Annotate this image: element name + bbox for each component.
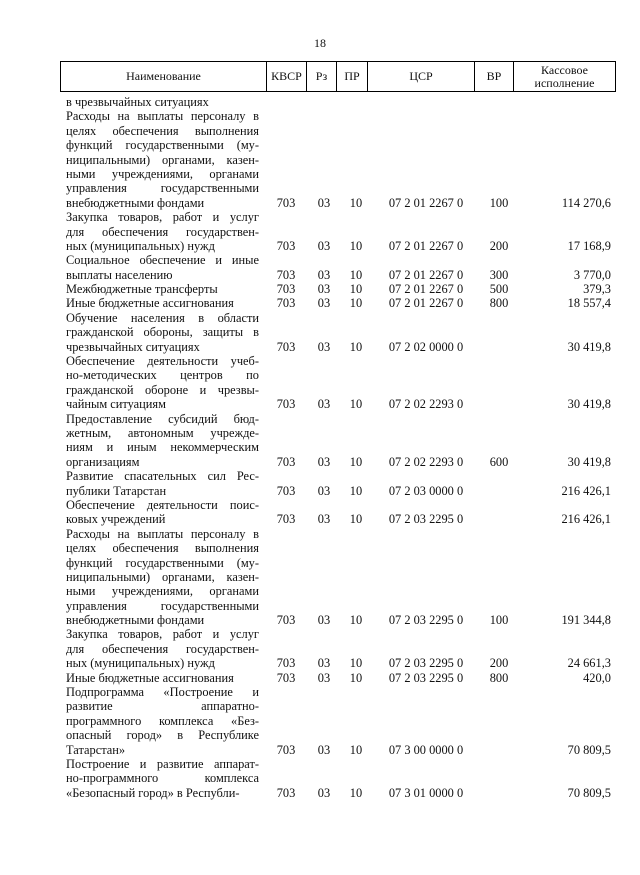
row-vr: 200 bbox=[489, 656, 509, 671]
row-name-line: публики Татарстан bbox=[66, 483, 167, 498]
table-row bbox=[0, 469, 640, 498]
row-name-line: выплаты населению bbox=[66, 267, 173, 282]
row-kvsr: 703 bbox=[276, 195, 296, 210]
row-csr: 07 2 03 0000 0 bbox=[388, 483, 464, 498]
row-name bbox=[66, 527, 259, 628]
row-kvsr: 703 bbox=[276, 238, 296, 253]
row-name-line: внебюджетными фондами bbox=[66, 195, 205, 210]
row-name-line: гражданской обороны, защиты в bbox=[66, 325, 259, 340]
row-name-line: Татарстан» bbox=[66, 742, 126, 757]
row-kvsr: 703 bbox=[276, 397, 296, 412]
row-rz: 03 bbox=[317, 670, 331, 685]
table-row bbox=[0, 210, 640, 253]
row-cash-execution: 70 809,5 bbox=[567, 785, 611, 800]
row-cash-execution: 17 168,9 bbox=[567, 238, 611, 253]
row-name bbox=[66, 627, 259, 670]
table-row bbox=[0, 109, 640, 210]
row-name-line: Обеспечение деятельности поис- bbox=[66, 497, 259, 512]
row-kvsr: 703 bbox=[276, 454, 296, 469]
row-cash-execution: 420,0 bbox=[583, 670, 611, 685]
row-kvsr: 703 bbox=[276, 483, 296, 498]
row-rz: 03 bbox=[317, 656, 331, 671]
table-row bbox=[0, 527, 640, 628]
row-name bbox=[66, 757, 259, 800]
row-name bbox=[66, 95, 259, 109]
table-header bbox=[60, 61, 616, 92]
header-kvsr: КВСР bbox=[266, 62, 306, 91]
row-pr: 10 bbox=[349, 454, 363, 469]
row-name-line: чрезвычайных ситуациях bbox=[66, 339, 200, 354]
row-pr: 10 bbox=[349, 742, 363, 757]
row-cash-execution: 114 270,6 bbox=[561, 195, 611, 210]
row-csr: 07 2 03 2295 0 bbox=[388, 656, 464, 671]
row-cash-execution: 70 809,5 bbox=[567, 742, 611, 757]
row-name-line: организациям bbox=[66, 454, 140, 469]
row-name-line: «Безопасный город» в Республи- bbox=[66, 785, 240, 800]
row-name-line: ниципальными) органами, казен- bbox=[66, 569, 259, 584]
row-kvsr: 703 bbox=[276, 282, 296, 297]
row-name-line: для обеспечения государствен- bbox=[66, 641, 259, 656]
row-name-line: Закупка товаров, работ и услуг bbox=[66, 627, 259, 642]
row-name-line: Социальное обеспечение и иные bbox=[66, 253, 259, 268]
row-name-line: Предоставление субсидий бюд- bbox=[66, 411, 259, 426]
row-name-line: Иные бюджетные ассигнования bbox=[66, 670, 234, 685]
row-vr: 600 bbox=[489, 454, 509, 469]
row-vr: 500 bbox=[489, 282, 509, 297]
row-name-line: Расходы на выплаты персоналу в bbox=[66, 526, 259, 541]
row-cash-execution: 30 419,8 bbox=[567, 339, 611, 354]
row-name-line: ными учреждениями, органами bbox=[66, 584, 259, 599]
row-csr: 07 2 01 2267 0 bbox=[388, 282, 464, 297]
table-row bbox=[0, 671, 640, 685]
table-row bbox=[0, 757, 640, 800]
row-kvsr: 703 bbox=[276, 296, 296, 311]
row-cash-execution: 191 344,8 bbox=[561, 613, 611, 628]
row-cash-execution: 30 419,8 bbox=[567, 397, 611, 412]
row-csr: 07 2 01 2267 0 bbox=[388, 267, 464, 282]
row-pr: 10 bbox=[349, 267, 363, 282]
row-pr: 10 bbox=[349, 296, 363, 311]
row-rz: 03 bbox=[317, 195, 331, 210]
header-rz: Рз bbox=[306, 62, 336, 91]
row-name bbox=[66, 498, 259, 527]
table-row bbox=[0, 685, 640, 757]
row-kvsr: 703 bbox=[276, 267, 296, 282]
row-pr: 10 bbox=[349, 785, 363, 800]
row-kvsr: 703 bbox=[276, 670, 296, 685]
header-csr: ЦСР bbox=[367, 62, 474, 91]
row-rz: 03 bbox=[317, 296, 331, 311]
table-row bbox=[0, 412, 640, 470]
row-vr: 100 bbox=[489, 613, 509, 628]
row-rz: 03 bbox=[317, 339, 331, 354]
header-vr: ВР bbox=[474, 62, 513, 91]
table-row bbox=[0, 311, 640, 354]
row-rz: 03 bbox=[317, 512, 331, 527]
row-cash-execution: 24 661,3 bbox=[567, 656, 611, 671]
row-csr: 07 2 03 2295 0 bbox=[388, 613, 464, 628]
row-name bbox=[66, 469, 259, 498]
row-name-line: целях обеспечения выполнения bbox=[66, 541, 259, 556]
row-name-line: Обеспечение деятельности учеб- bbox=[66, 354, 259, 369]
row-name-line: но-методических центров по bbox=[66, 368, 259, 383]
row-pr: 10 bbox=[349, 339, 363, 354]
row-name bbox=[66, 412, 259, 470]
row-pr: 10 bbox=[349, 670, 363, 685]
row-csr: 07 3 01 0000 0 bbox=[388, 785, 464, 800]
row-name-line: развитие аппаратно- bbox=[66, 699, 259, 714]
row-cash-execution: 18 557,4 bbox=[567, 296, 611, 311]
row-pr: 10 bbox=[349, 512, 363, 527]
row-csr: 07 2 01 2267 0 bbox=[388, 195, 464, 210]
table-row bbox=[0, 296, 640, 310]
row-name-line: Иные бюджетные ассигнования bbox=[66, 296, 234, 311]
row-name-line: Закупка товаров, работ и услуг bbox=[66, 210, 259, 225]
row-cash-execution: 30 419,8 bbox=[567, 454, 611, 469]
row-kvsr: 703 bbox=[276, 613, 296, 628]
header-cash-execution bbox=[513, 62, 615, 91]
table-row bbox=[0, 253, 640, 282]
page-number: 18 bbox=[314, 36, 326, 50]
row-vr: 100 bbox=[489, 195, 509, 210]
row-name bbox=[66, 282, 259, 296]
row-rz: 03 bbox=[317, 238, 331, 253]
row-name-line: целях обеспечения выполнения bbox=[66, 123, 259, 138]
row-name-line: ных (муниципальных) нужд bbox=[66, 238, 215, 253]
row-kvsr: 703 bbox=[276, 742, 296, 757]
header-cash-line2: исполнение bbox=[534, 75, 595, 90]
row-csr: 07 2 03 2295 0 bbox=[388, 670, 464, 685]
row-name bbox=[66, 354, 259, 412]
row-csr: 07 2 01 2267 0 bbox=[388, 238, 464, 253]
table-row bbox=[0, 282, 640, 296]
table-row bbox=[0, 95, 640, 109]
row-rz: 03 bbox=[317, 397, 331, 412]
row-name-line: жетным, автономным учрежде- bbox=[66, 425, 259, 440]
row-name-line: управления государственными bbox=[66, 598, 259, 613]
row-rz: 03 bbox=[317, 613, 331, 628]
row-cash-execution: 379,3 bbox=[583, 282, 611, 297]
row-cash-execution: 216 426,1 bbox=[561, 483, 611, 498]
row-pr: 10 bbox=[349, 238, 363, 253]
row-name-line: чайным ситуациям bbox=[66, 397, 166, 412]
row-rz: 03 bbox=[317, 742, 331, 757]
row-name-line: гражданской обороне и чрезвы- bbox=[66, 382, 259, 397]
row-csr: 07 2 02 2293 0 bbox=[388, 454, 464, 469]
row-name bbox=[66, 296, 259, 310]
row-name-line: ниципальными) органами, казен- bbox=[66, 152, 259, 167]
row-name-line: ными учреждениями, органами bbox=[66, 166, 259, 181]
row-name-line: для обеспечения государствен- bbox=[66, 224, 259, 239]
row-name-line: функций государственными (му- bbox=[66, 138, 259, 153]
row-name-line: в чрезвычайных ситуациях bbox=[66, 95, 209, 109]
row-name bbox=[66, 311, 259, 354]
row-kvsr: 703 bbox=[276, 512, 296, 527]
row-csr: 07 2 03 2295 0 bbox=[388, 512, 464, 527]
row-vr: 200 bbox=[489, 238, 509, 253]
row-rz: 03 bbox=[317, 785, 331, 800]
row-name bbox=[66, 109, 259, 210]
row-name-line: функций государственными (му- bbox=[66, 555, 259, 570]
row-kvsr: 703 bbox=[276, 339, 296, 354]
row-name-line: управления государственными bbox=[66, 181, 259, 196]
row-name bbox=[66, 210, 259, 253]
row-name-line: внебюджетными фондами bbox=[66, 613, 205, 628]
row-kvsr: 703 bbox=[276, 785, 296, 800]
table-body bbox=[0, 95, 640, 800]
row-csr: 07 3 00 0000 0 bbox=[388, 742, 464, 757]
row-pr: 10 bbox=[349, 613, 363, 628]
row-rz: 03 bbox=[317, 483, 331, 498]
row-name-line: Подпрограмма «Построение и bbox=[66, 685, 259, 700]
row-name-line: Построение и развитие аппарат- bbox=[66, 756, 259, 771]
table-row bbox=[0, 627, 640, 670]
row-rz: 03 bbox=[317, 267, 331, 282]
row-pr: 10 bbox=[349, 397, 363, 412]
row-name-line: опасный город» в Республике bbox=[66, 728, 259, 743]
row-name-line: Обучение населения в области bbox=[66, 310, 259, 325]
header-name: Наименование bbox=[126, 69, 201, 83]
row-name-line: ных (муниципальных) нужд bbox=[66, 656, 215, 671]
row-vr: 800 bbox=[489, 296, 509, 311]
table-row bbox=[0, 498, 640, 527]
row-vr: 800 bbox=[489, 670, 509, 685]
row-rz: 03 bbox=[317, 454, 331, 469]
row-pr: 10 bbox=[349, 483, 363, 498]
row-name-line: ниям и иным некоммерческим bbox=[66, 440, 259, 455]
header-cash-line1: Кассовое bbox=[541, 62, 588, 77]
row-name bbox=[66, 685, 259, 757]
row-name-line: но-программного комплекса bbox=[66, 771, 259, 786]
row-name-line: Расходы на выплаты персоналу в bbox=[66, 109, 259, 124]
row-name-line: Межбюджетные трансферты bbox=[66, 282, 218, 297]
row-name bbox=[66, 671, 259, 685]
table-row bbox=[0, 354, 640, 412]
row-name-line: программного комплекса «Без- bbox=[66, 713, 259, 728]
row-name bbox=[66, 253, 259, 282]
row-csr: 07 2 02 2293 0 bbox=[388, 397, 464, 412]
row-name-line: Развитие спасательных сил Рес- bbox=[66, 469, 259, 484]
header-pr: ПР bbox=[336, 62, 367, 91]
row-vr: 300 bbox=[489, 267, 509, 282]
row-pr: 10 bbox=[349, 656, 363, 671]
row-kvsr: 703 bbox=[276, 656, 296, 671]
row-cash-execution: 216 426,1 bbox=[561, 512, 611, 527]
row-cash-execution: 3 770,0 bbox=[573, 267, 611, 282]
row-name-line: ковых учреждений bbox=[66, 512, 166, 527]
row-pr: 10 bbox=[349, 282, 363, 297]
row-csr: 07 2 02 0000 0 bbox=[388, 339, 464, 354]
row-pr: 10 bbox=[349, 195, 363, 210]
row-rz: 03 bbox=[317, 282, 331, 297]
row-csr: 07 2 01 2267 0 bbox=[388, 296, 464, 311]
